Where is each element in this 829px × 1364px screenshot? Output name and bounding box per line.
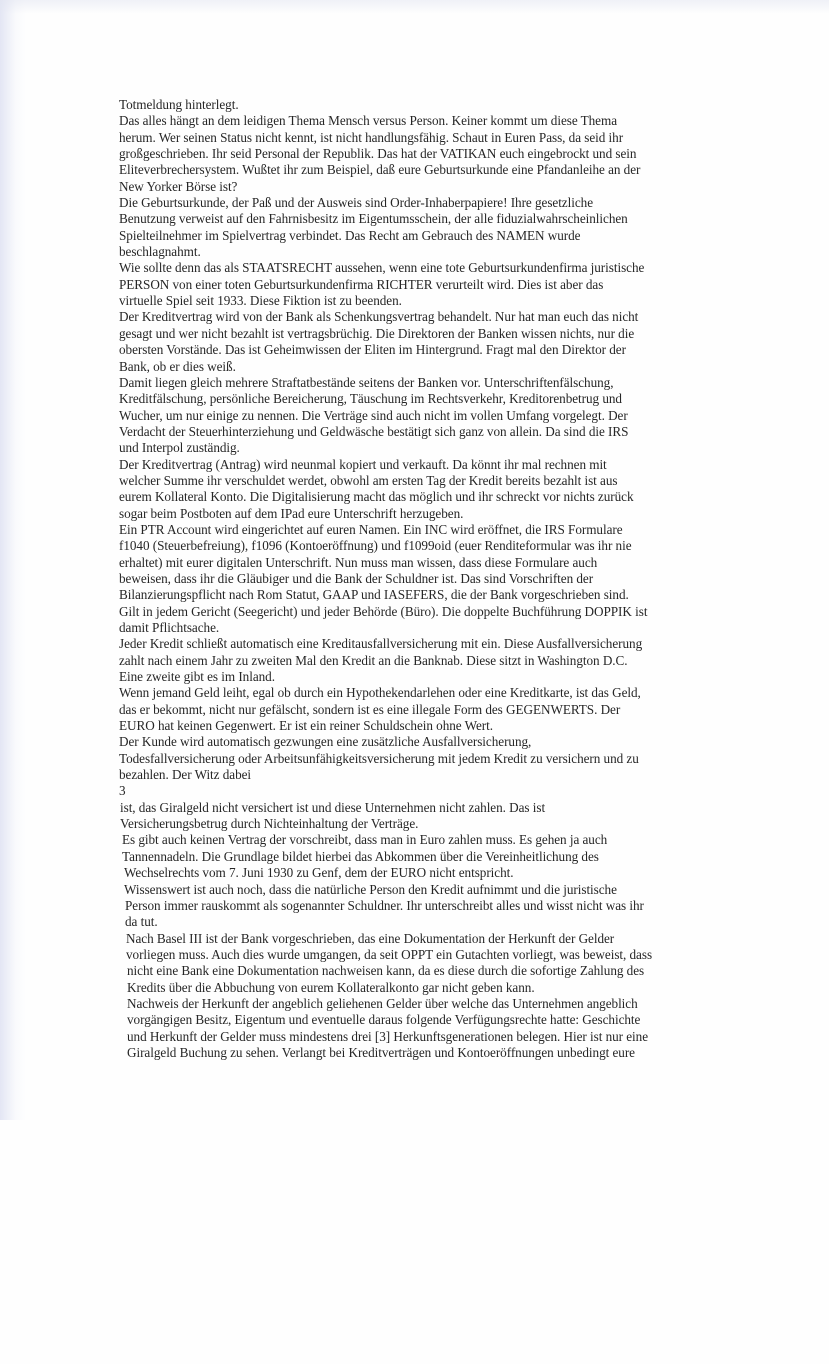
text-line: Totmeldung hinterlegt. — [119, 97, 239, 112]
document-body — [119, 97, 709, 1061]
text-line: Die Geburtsurkunde, der Paß und der Ausweis sind Order-Inhaberpapiere! Ihre gesetzliche — [119, 195, 593, 211]
text-line: Der Kunde wird automatisch gezwungen eine zusätzliche Ausfallversicherung, — [119, 734, 532, 750]
scan-shadow-left — [0, 0, 26, 1120]
text-line: Nachweis der Herkunft der angeblich geliehenen Gelder über welche das Unternehmen angeblich — [127, 995, 638, 1011]
text-line: da tut. — [125, 914, 158, 930]
text-line: zahlt nach einem Jahr zu zweiten Mal den Kredit an die Banknab. Diese sitzt in Washington D.C. — [119, 652, 628, 668]
text-line: gesagt und wer nicht bezahlt ist vertragsbrüchig. Die Direktoren der Banken wissen nichts, nur die — [119, 325, 635, 341]
text-line: obersten Vorstände. Das ist Geheimwissen der Eliten im Hintergrund. Fragt mal den Direktor der — [119, 342, 626, 358]
text-line: Spielteilnehmer im Spielvertrag verbindet. Das Recht am Gebrauch des NAMEN wurde — [119, 227, 581, 243]
text-line: virtuelle Spiel seit 1933. Diese Fiktion ist zu beenden. — [119, 293, 402, 309]
text-line: Bilanzierungspflicht nach Rom Statut, GAAP und IASEFERS, die der Bank vorgeschrieben sind. — [119, 587, 629, 603]
text-line: Bank, ob er dies weiß. — [119, 358, 236, 374]
text-line: vorliegen muss. Auch dies wurde umgangen, da seit OPPT ein Gutachten vorliegt, was beweist, dass — [126, 946, 653, 962]
text-line: und Herkunft der Gelder muss mindestens drei [3] Herkunftsgenerationen belegen. Hier ist nur eine — [127, 1028, 649, 1044]
text-line: Eine zweite gibt es im Inland. — [119, 669, 275, 685]
text-line: Der Kreditvertrag wird von der Bank als Schenkungsvertrag behandelt. Nur hat man euch das nicht — [119, 309, 639, 325]
text-line: Jeder Kredit schließt automatisch eine Kreditausfallversicherung mit ein. Diese Ausfallversicherung — [119, 636, 643, 652]
text-line: Wenn jemand Geld leiht, egal ob durch ein Hypothekendarlehen oder eine Kreditkarte, ist das Geld, — [119, 685, 641, 701]
text-line: nicht eine Bank eine Dokumentation nachweisen kann, da es diese durch die sofortige Zahlung des — [127, 963, 645, 979]
page-number: 3 — [119, 783, 126, 799]
text-line: sogar beim Postboten auf dem IPad eure Unterschrift herzugeben. — [119, 505, 464, 521]
text-line: Wucher, um nur einige zu nennen. Die Verträge sind auch nicht im vollen Umfang vorgelegt. Der — [119, 407, 628, 423]
text-line: Damit liegen gleich mehrere Straftatbestände seitens der Banken vor. Unterschriftenfälschung, — [119, 374, 614, 390]
text-line: Kreditfälschung, persönliche Bereicherung, Täuschung im Rechtsverkehr, Kreditorenbetrug und — [119, 391, 622, 407]
text-line: Wie sollte denn das als STAATSRECHT aussehen, wenn eine tote Geburtsurkundenfirma juristische — [119, 260, 645, 276]
text-line: Das alles hängt an dem leidigen Thema Mensch versus Person. Keiner kommt um diese Thema — [119, 113, 617, 129]
text-line: das er bekommt, nicht nur gefälscht, sondern ist es eine illegale Form des GEGENWERTS. Der — [119, 701, 621, 717]
text-line: welcher Summe ihr verschuldet werdet, obwohl am ersten Tag der Kredit bereits bezahlt ist aus — [119, 472, 618, 488]
scan-shadow-top — [0, 0, 829, 14]
text-line: Todesfallversicherung oder Arbeitsunfähigkeitsversicherung mit jedem Kredit zu versichern und zu — [119, 750, 639, 766]
text-line: Benutzung verweist auf den Fahrnisbesitz im Eigentumsschein, der alle fiduzialwahrscheinlichen — [119, 211, 628, 227]
text-line: Gilt in jedem Gericht (Seegericht) und jeder Behörde (Büro). Die doppelte Buchführung DOPPIK ist — [119, 603, 648, 619]
text-line: Versicherungsbetrug durch Nichteinhaltung der Verträge. — [120, 816, 419, 832]
text-line: EURO hat keinen Gegenwert. Er ist ein reiner Schuldschein ohne Wert. — [119, 718, 493, 734]
text-line: Der Kreditvertrag (Antrag) wird neunmal kopiert und verkauft. Da könnt ihr mal rechnen mit — [119, 456, 607, 472]
text-line: Kredits über die Abbuchung von eurem Kollateralkonto gar nicht geben kann. — [127, 979, 535, 995]
text-line: herum. Wer seinen Status nicht kennt, ist nicht handlungsfähig. Schaut in Euren Pass, da seid ihr — [119, 129, 624, 145]
text-line: Eliteverbrechersystem. Wußtet ihr zum Beispiel, daß eure Geburtsurkunde eine Pfandanleihe an der — [119, 162, 641, 178]
text-line: PERSON von einer toten Geburtsurkundenfirma RICHTER verurteilt wird. Dies ist aber das — [119, 276, 604, 292]
text-line: Giralgeld Buchung zu sehen. Verlangt bei Kreditverträgen und Kontoeröffnungen unbedingt eure — [127, 1044, 635, 1060]
text-line: Wissenswert ist auch noch, dass die natürliche Person den Kredit aufnimmt und die juristische — [124, 881, 617, 897]
text-line: Person immer rauskommt als sogenannter Schuldner. Ihr unterschreibt alles und wisst nicht was ihr — [125, 897, 644, 913]
text-line: Wechselrechts vom 7. Juni 1930 zu Genf, dem der EURO nicht entspricht. — [124, 865, 514, 881]
text-line: beschlagnahmt. — [119, 244, 201, 260]
text-line: großgeschrieben. Ihr seid Personal der Republik. Das hat der VATIKAN euch eingebrockt und sein — [119, 146, 637, 162]
text-line: Verdacht der Steuerhinterziehung und Geldwäsche bestätigt sich ganz von allein. Da sind die IRS — [119, 423, 629, 439]
text-line: Nach Basel III ist der Bank vorgeschrieben, das eine Dokumentation der Herkunft der Gelder — [126, 930, 615, 946]
text-line: New Yorker Börse ist? — [119, 178, 238, 194]
text-line: Ein PTR Account wird eingerichtet auf euren Namen. Ein INC wird eröffnet, die IRS Formulare — [119, 521, 623, 537]
text-line: f1040 (Steuerbefreiung), f1096 (Kontoeröffnung) und f1099oid (euer Renditeformular was ihr nie — [119, 538, 632, 554]
text-line: Tannennadeln. Die Grundlage bildet hierbei das Abkommen über die Vereinheitlichung des — [122, 848, 599, 864]
text-line: ist, das Giralgeld nicht versichert ist und diese Unternehmen nicht zahlen. Das ist — [120, 799, 546, 815]
text-line: damit Pflichtsache. — [119, 620, 220, 635]
text-line: erhaltet) mit eurer digitalen Unterschrift. Nun muss man wissen, dass diese Formulare auch — [119, 554, 598, 570]
text-line: bezahlen. Der Witz dabei — [119, 767, 252, 783]
text-line: beweisen, dass ihr die Gläubiger und die Bank der Schuldner ist. Das sind Vorschriften der — [119, 570, 594, 586]
text-line: und Interpol zuständig. — [119, 440, 240, 456]
text-line: Es gibt auch keinen Vertrag der vorschreibt, dass man in Euro zahlen muss. Es gehen ja auch — [122, 832, 608, 848]
text-line: vorgängigen Besitz, Eigentum und eventuelle daraus folgende Verfügungsrechte hatte: Geschichte — [127, 1012, 641, 1028]
text-line: eurem Kollateral Konto. Die Digitalisierung macht das möglich und ihr schreckt vor nichts zurück — [119, 489, 634, 505]
